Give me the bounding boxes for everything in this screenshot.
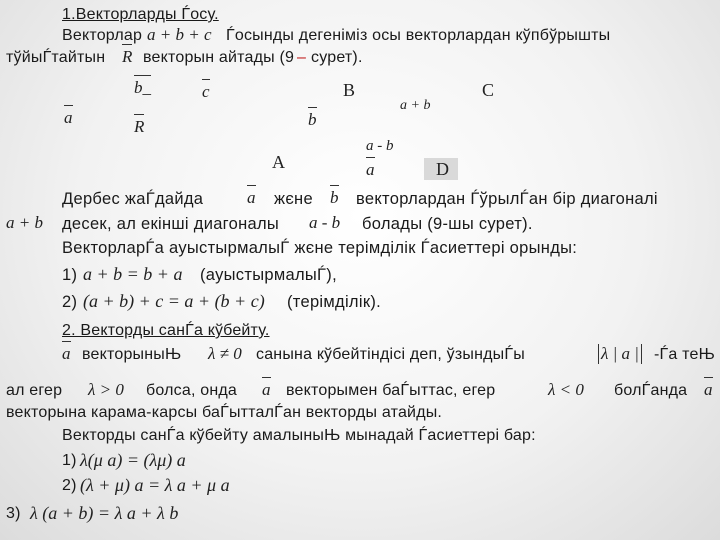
m1-expression: λ(μ a) = (λμ) a xyxy=(80,450,186,470)
line1-text-a: Векторлар xyxy=(62,27,143,44)
fig-label-R: R xyxy=(134,117,145,136)
m3-number: 3) xyxy=(6,505,21,522)
fig-label-b: b xyxy=(308,110,317,129)
fig-label-D: D xyxy=(436,159,449,179)
fig-label-a-plus-b: a + b xyxy=(400,98,431,113)
line2-text-b: векторын айтады (9 xyxy=(143,49,295,66)
s4-text: векторына карама-карсы баЃытталЃан векторды атайды. xyxy=(6,404,443,421)
section1-title: 1.Векторларды Ѓосу. xyxy=(62,6,219,23)
fig-label-a: a xyxy=(64,108,73,127)
fig-label-B: B xyxy=(343,80,356,100)
para1-text-c: векторлардан ЃўрылЃан бір диагоналі xyxy=(356,190,658,208)
s2-vector-a: a xyxy=(62,344,71,363)
s3-text-c: векторымен баЃыттас, егер xyxy=(286,382,496,399)
s5-text: Векторды санЃа кўбейту амалыныЊ мынадай Ѓасиеттері бар: xyxy=(62,427,536,444)
section2-title: 2. Векторды санЃа кўбейту. xyxy=(62,322,270,339)
s3-text-a: ал егер xyxy=(6,382,63,399)
m2-number: 2) xyxy=(62,477,77,494)
s3-lambda-positive: λ > 0 xyxy=(88,380,124,399)
s2-text-a: векторыныЊ xyxy=(82,346,182,363)
s3-text-d: болЃанда xyxy=(614,382,688,399)
s2-text-c: -Ѓа теЊ xyxy=(654,346,715,363)
para2-text-b: болады (9-шы сурет). xyxy=(362,215,533,233)
fig-label-c: c xyxy=(202,82,210,101)
fig-label-a-minus-b: a - b xyxy=(366,138,394,154)
fig-label-C: C xyxy=(482,80,495,100)
s2-abs-expr: λ | a | xyxy=(598,344,642,364)
m1-number: 1) xyxy=(62,452,77,469)
s3-lambda-negative: λ < 0 xyxy=(548,380,584,399)
line2-vector-R: R xyxy=(122,47,133,66)
line1-vector-sum: a + b + c xyxy=(147,25,212,44)
para1-text-b: жєне xyxy=(274,190,313,208)
s2-text-b: санына кўбейтіндісі деп, ўзындыЃы xyxy=(256,346,525,363)
fig-label-b-bar: b_ xyxy=(134,78,151,97)
para2-text-a: десек, ал екінші диагоналы xyxy=(62,215,280,233)
line2-text-c: сурет). xyxy=(311,49,363,66)
para3-text: ВекторларЃа ауыстырмалыЃ жєне терімділік Ѓасиеттері орынды: xyxy=(62,239,578,257)
para1-text-a: Дербес жаЃдайда xyxy=(62,190,204,208)
eq2-expression: (a + b) + c = a + (b + c) xyxy=(83,291,265,311)
m2-expression: (λ + μ) a = λ a + μ a xyxy=(80,475,230,495)
m3-expression: λ (a + b) = λ a + λ b xyxy=(30,503,179,523)
para2-expr-sum: a + b xyxy=(6,213,43,232)
para1-vector-b: b xyxy=(330,188,339,207)
fig-label-a-lower: a xyxy=(366,160,375,179)
s3-text-b: болса, онда xyxy=(146,382,238,399)
eq2-number: 2) xyxy=(62,293,78,311)
line1-text-b: Ѓосынды дегеніміз осы векторлардан кўпбўрышты xyxy=(226,27,611,44)
eq1-expression: a + b = b + a xyxy=(83,264,183,284)
line2-dash: – xyxy=(297,49,307,66)
line2-text-a: тўйыЃтайтын xyxy=(6,49,106,66)
s3-vector-a: a xyxy=(262,380,271,399)
eq2-note: (терімділік). xyxy=(287,293,382,311)
para2-expr-diff: a - b xyxy=(309,213,341,232)
eq1-note: (ауыстырмалыЃ), xyxy=(200,266,337,284)
eq1-number: 1) xyxy=(62,266,78,284)
fig-label-A: A xyxy=(272,152,285,172)
para1-vector-a: a xyxy=(247,188,256,207)
s2-lambda-nonzero: λ ≠ 0 xyxy=(208,344,242,363)
s3-vector-a-end: a xyxy=(704,380,713,399)
